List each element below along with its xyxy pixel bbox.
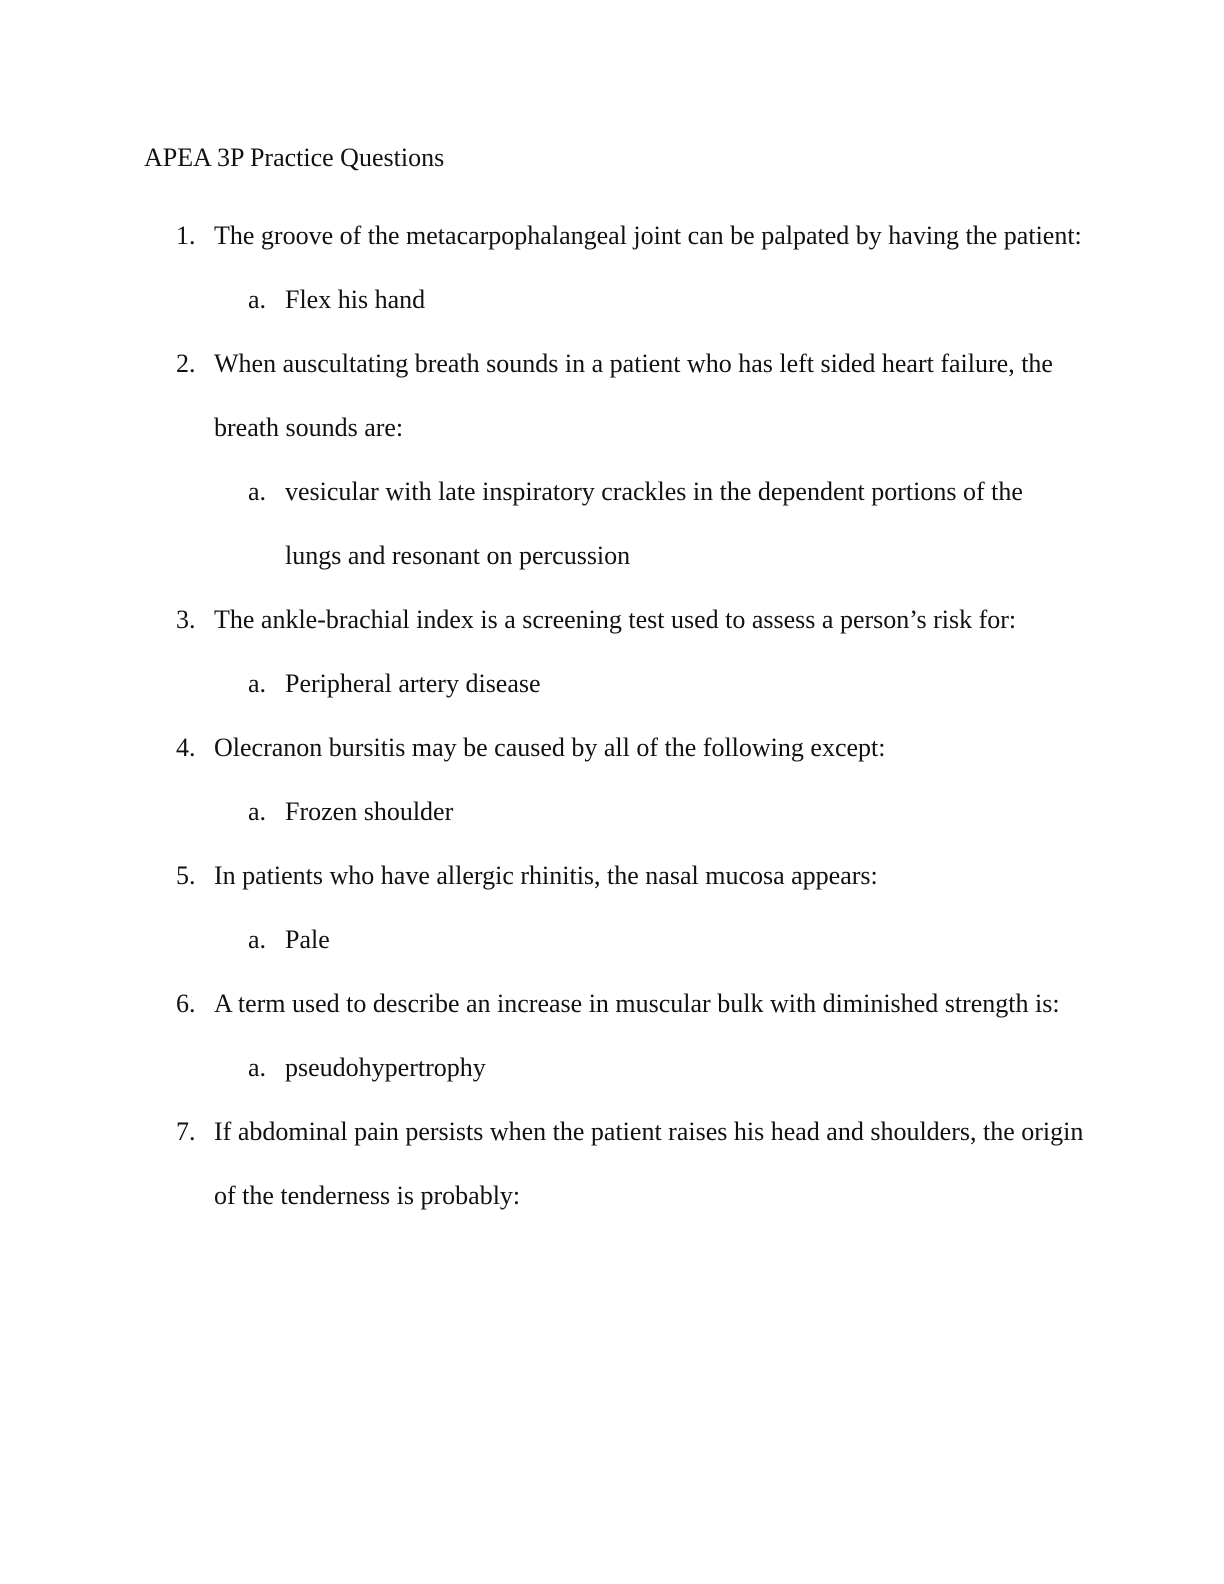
question-item [0, 588, 1224, 716]
question-number: 4. [176, 733, 196, 762]
answer-text: vesicular with late inspiratory crackles in the dependent portions of the lungs and resonant on percussion [285, 477, 1023, 570]
document-title: APEA 3P Practice Questions [144, 143, 445, 172]
question-item [0, 716, 1224, 844]
answer-item [0, 652, 1224, 716]
question-text: If abdominal pain persists when the patient raises his head and shoulders, the origin of the tenderness is probably: [214, 1117, 1084, 1210]
answer-letter: a. [248, 797, 267, 826]
question-number: 2. [176, 349, 196, 378]
answer-letter: a. [248, 477, 267, 506]
question-item [0, 972, 1224, 1100]
answer-text: Flex his hand [285, 285, 426, 314]
answer-item [0, 460, 1224, 588]
question-text: When auscultating breath sounds in a patient who has left sided heart failure, the breath sounds are: [214, 349, 1053, 442]
answer-letter: a. [248, 669, 267, 698]
question-text: The ankle-brachial index is a screening test used to assess a person’s risk for: [214, 605, 1017, 634]
answer-letter: a. [248, 1053, 267, 1082]
question-text: The groove of the metacarpophalangeal joint can be palpated by having the patient: [214, 221, 1082, 250]
question-number: 1. [176, 221, 196, 250]
answer-item [0, 780, 1224, 844]
question-number: 3. [176, 605, 196, 634]
question-text: Olecranon bursitis may be caused by all of the following except: [214, 733, 886, 762]
question-item [0, 844, 1224, 972]
question-number: 7. [176, 1117, 196, 1146]
answer-item [0, 268, 1224, 332]
answer-text: Frozen shoulder [285, 797, 454, 826]
answer-text: Peripheral artery disease [285, 669, 541, 698]
answer-letter: a. [248, 925, 267, 954]
question-item [0, 1100, 1224, 1228]
question-text: In patients who have allergic rhinitis, the nasal mucosa appears: [214, 861, 878, 890]
answer-item [0, 1036, 1224, 1100]
question-item [0, 204, 1224, 332]
question-list [0, 204, 1224, 1228]
answer-text: Pale [285, 925, 330, 954]
question-item [0, 332, 1224, 588]
question-number: 6. [176, 989, 196, 1018]
answer-item [0, 908, 1224, 972]
question-text: A term used to describe an increase in muscular bulk with diminished strength is: [214, 989, 1060, 1018]
answer-letter: a. [248, 285, 267, 314]
answer-text: pseudohypertrophy [285, 1053, 486, 1082]
question-number: 5. [176, 861, 196, 890]
